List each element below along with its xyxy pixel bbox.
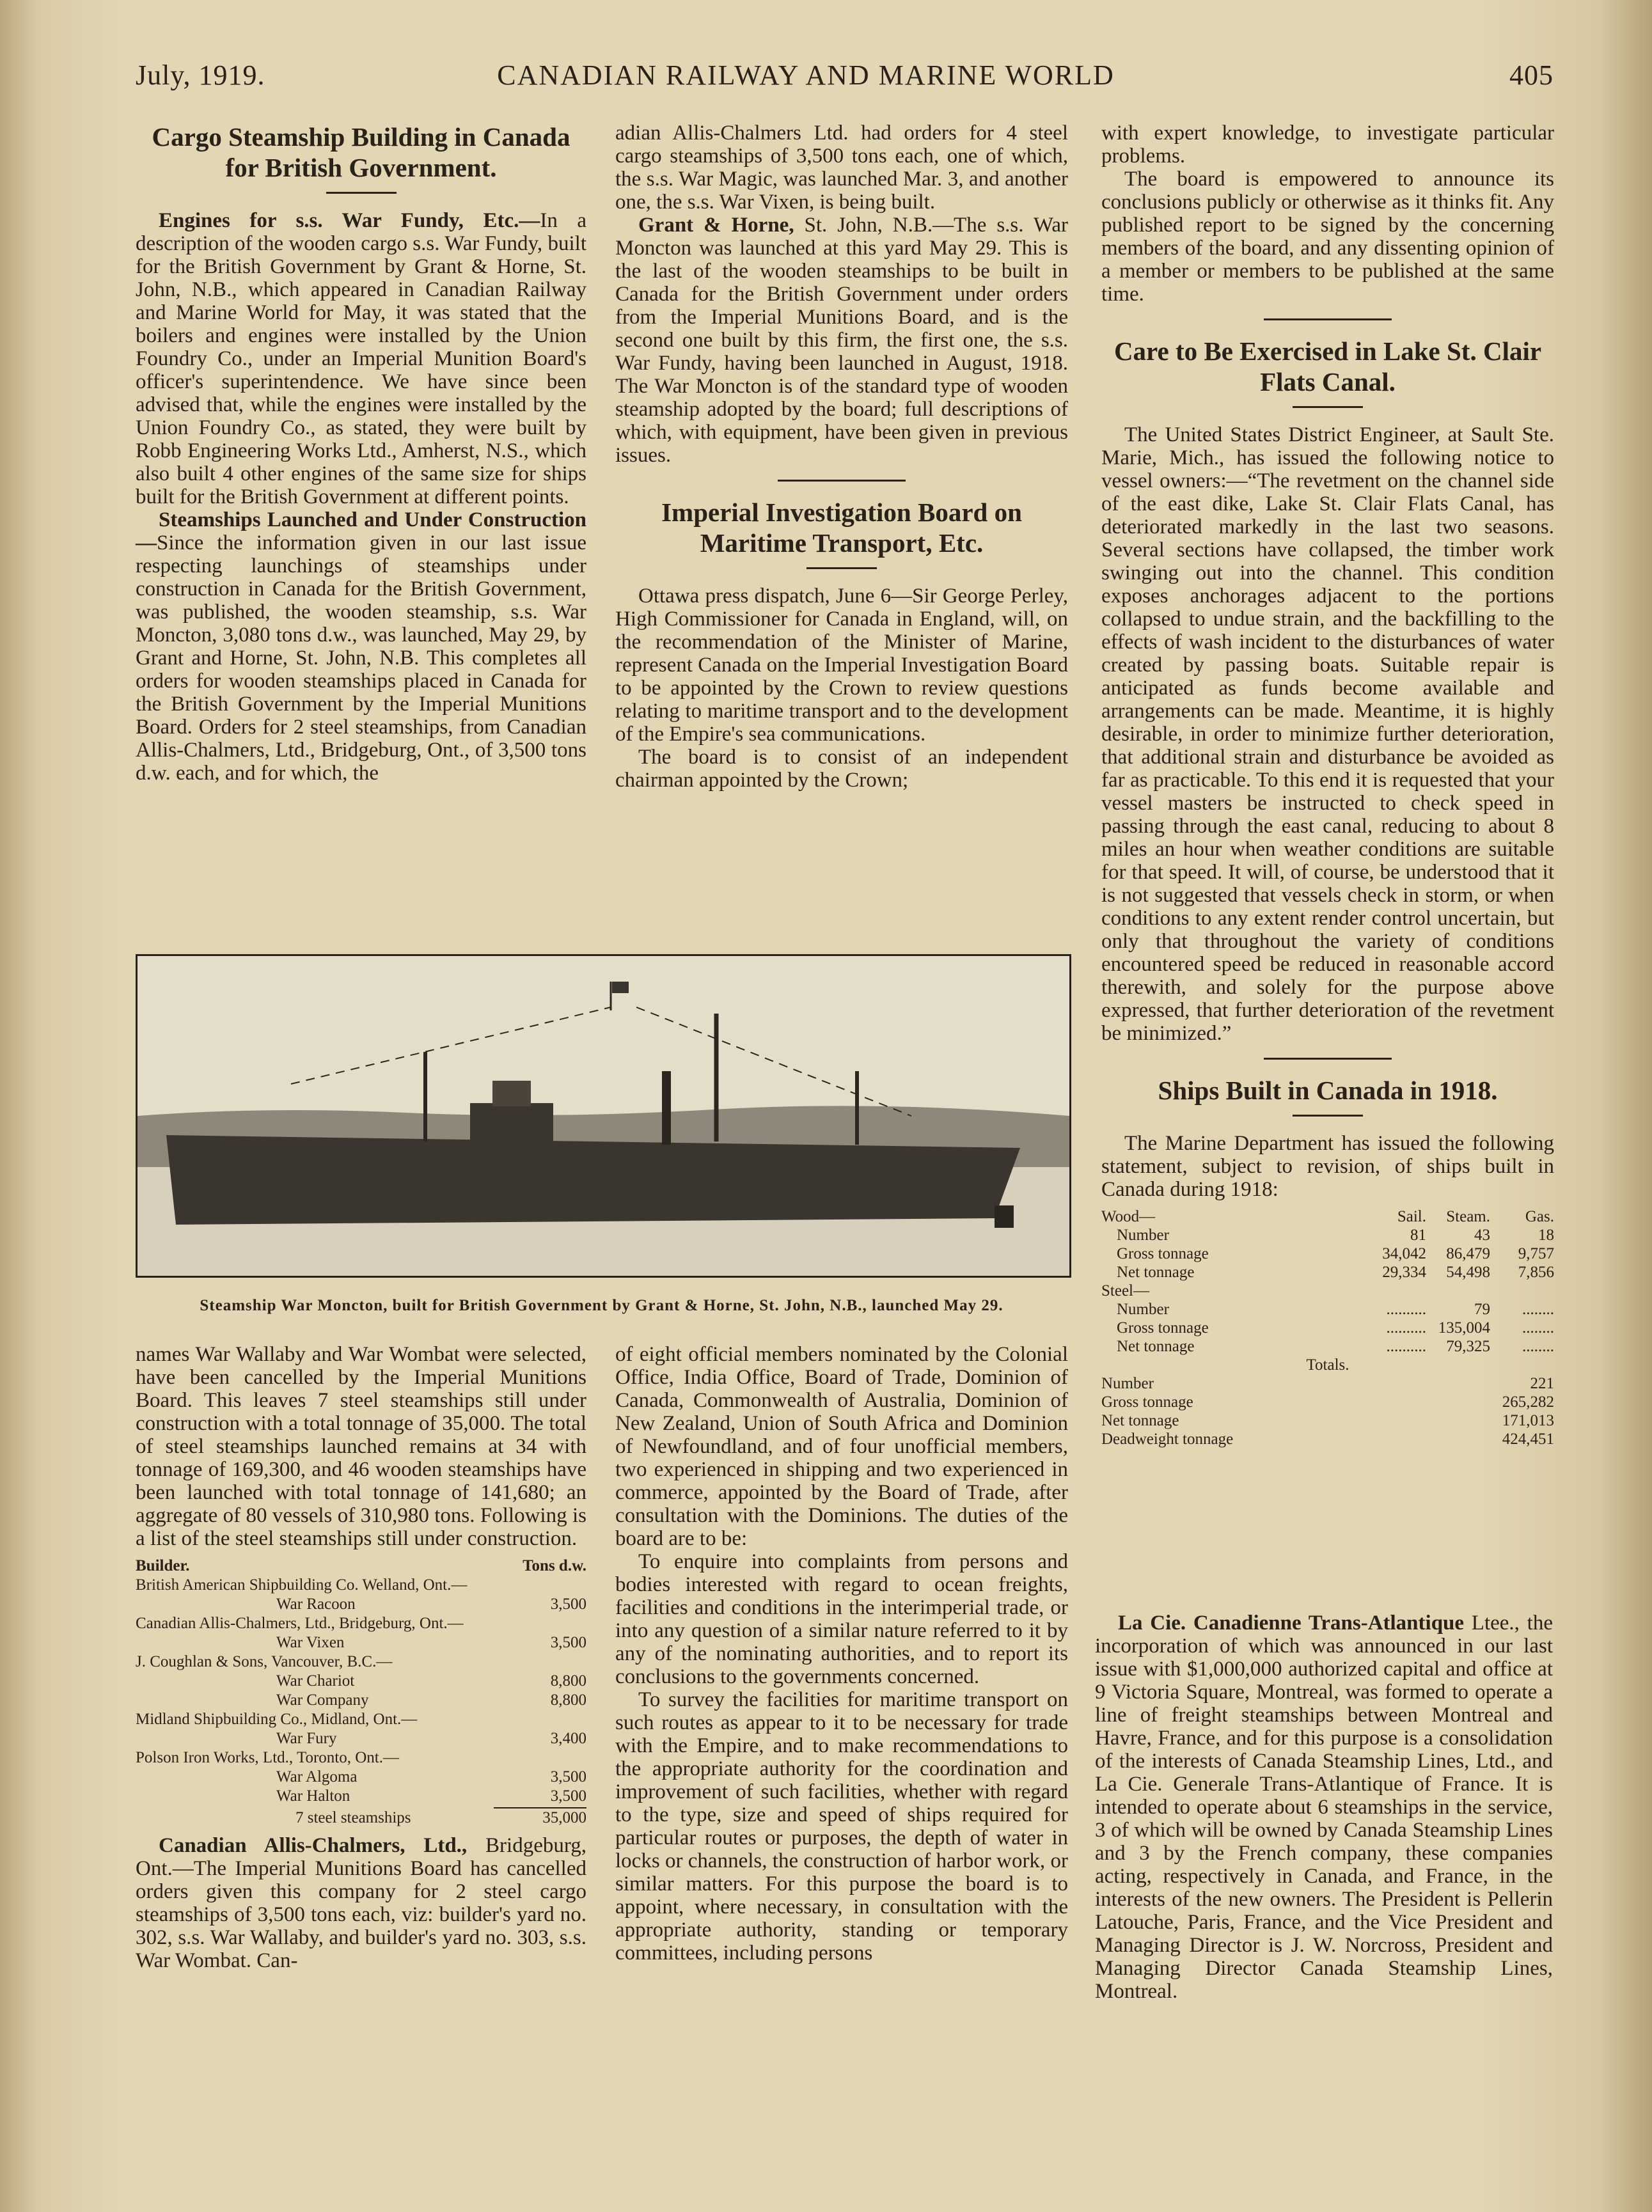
table-row: War Chariot 8,800 (276, 1672, 586, 1690)
column-3-bottom (1095, 1612, 1553, 2003)
stats-row: Net tonnage 29,334 54,498 7,856 (1117, 1264, 1554, 1281)
column-2-top (615, 122, 1068, 792)
table-row: War Halton 3,500 (276, 1787, 586, 1805)
run-in-heading: Steamships Launched and Under Construction— (136, 508, 586, 554)
header-page-number: 405 (1509, 59, 1554, 91)
stats-row: Number 221 (1101, 1375, 1554, 1392)
ships-statistics-table (1101, 1207, 1554, 1448)
photo-caption: Steamship War Moncton, built for British Government by Grant & Horne, St. John, N.B., launched May 29. (200, 1297, 1003, 1314)
article-title-cargo-steamship: Cargo Steamship Building in Canada for British Government. (152, 122, 570, 182)
column-1-bottom (136, 1343, 586, 1972)
header-date: July, 1919. (136, 59, 265, 91)
article-title-lake-st-clair: Care to Be Exercised in Lake St. Clair Flats Canal. (1113, 336, 1542, 396)
stats-row: Gross tonnage 34,042 86,479 9,757 (1117, 1245, 1554, 1262)
table-row: J. Coughlan & Sons, Vancouver, B.C.— (136, 1653, 393, 1670)
title-rule (1293, 406, 1363, 408)
table-row: War Fury 3,400 (276, 1730, 586, 1747)
header-title: CANADIAN RAILWAY AND MARINE WORLD (497, 59, 1115, 91)
column-1-top (136, 122, 586, 785)
article-title-ships-built: Ships Built in Canada in 1918. (1158, 1076, 1498, 1105)
table-row: War Algoma 3,500 (276, 1768, 586, 1785)
stats-row: Deadweight tonnage 424,451 (1101, 1431, 1554, 1448)
paragraph: Steamships Launched and Under Construction—Since the information given in our last issue respecting launchings of steamships under construction in Canada for the British Government, was published, the wooden steamship, s.s. War Moncton, 3,080 tons d.w., was launched, May 29, by Grant and Horne, St. John, N.B. This completes all orders for wooden steamships placed in Canada for the British Government by the Imperial Munitions Board. Orders for 2 steel steamships, from Canadian Allis-Chalmers, Ltd., Bridgeburg, Ont., of 3,500 tons d.w. each, and for which, the (136, 508, 586, 785)
paragraph: Engines for s.s. War Fundy, Etc.—In a description of the wooden cargo s.s. War Fundy, built for the British Government by Grant & Horne, St. John, N.B., which appeared in Canadian Railway and Marine World for May, it was stated that the boilers and engines were installed by the Union Foundry Co., under an Imperial Munition Board's officer's superintendence. We have since been advised that, while the engines were installed by the Union Foundry Co., as stated, they were built by Robb Engineering Works Ltd., Amherst, N.S., which also built 4 other engines of the same size for ships built for the British Government at different points. (136, 209, 586, 508)
paragraph: names War Wallaby and War Wombat were selected, have been cancelled by the Imperial Munitions Board. This leaves 7 steel steamships still under construction with a total tonnage of 35,000. The total of steel steamships launched remains at 34 with tonnage of 169,300, and 46 wooden steamships have been launched with total tonnage of 141,680; an aggregate of 80 vessels of 310,980 tons. Following is a list of the steel steamships still under construction. (136, 1343, 586, 1550)
table-total-row: 7 steel steamships 35,000 (295, 1809, 586, 1826)
run-in-heading: Engines for s.s. War Fundy, Etc.— (159, 209, 540, 232)
paragraph: of eight official members nominated by the Colonial Office, India Office, Board of Trade, Dominion of Canada, Commonwealth of Australia, Dominion of New Zealand, Union of South Africa and Dominion of Newfoundland, and of four unofficial members, two experienced in shipping and two experienced in commerce, appointed by the Board of Trade, after consultation with the Dominions. The duties of the board are to be: (615, 1343, 1068, 1550)
table-row: Midland Shipbuilding Co., Midland, Ont.— (136, 1711, 418, 1728)
paragraph: To enquire into complaints from persons and bodies interested with regard to ocean freights, facilities and conditions in the interimperial trade, or into any question of a similar nature referred to it by any of the nominating authorities, and to report its conclusions to the governments concerned. (615, 1550, 1068, 1688)
stats-row: Steel— (1101, 1282, 1149, 1299)
table-row: War Vixen 3,500 (276, 1634, 586, 1651)
section-rule (778, 480, 906, 482)
table-header: Builder. Tons d.w. (136, 1557, 586, 1574)
paragraph: The Marine Department has issued the following statement, subject to revision, of ships built in Canada during 1918: (1101, 1132, 1554, 1201)
stats-row: Number .......... 79 ........ (1117, 1301, 1554, 1318)
table-row: Canadian Allis-Chalmers, Ltd., Bridgeburg, Ont.— (136, 1615, 464, 1632)
paragraph: Ottawa press dispatch, June 6—Sir George Perley, High Commissioner for Canada in England, will, on the recommendation of the Minister of Marine, represent Canada on the Imperial Investigation Board to be appointed by the Crown to review questions relating to maritime transport and to the development of the Empire's sea communications. (615, 584, 1068, 746)
paragraph: The United States District Engineer, at Sault Ste. Marie, Mich., has issued the following notice to vessel owners:—“The revetment on the channel side of the east dike, Lake St. Clair Flats Canal, has deteriorated markedly in the last two seasons. Several sections have collapsed, the timber work swinging out into the channel. This condition exposes anchorages adjacent to the portions collapsed to undue strain, and the backfilling to the effects of wash incident to the disturbances of water created by passing boats. Suitable repair is anticipated as funds become available and arrangements can be made. Meantime, it is highly desirable, in order to minimize further deterioration, that additional strain and disturbance be avoided as far as practicable. To this end it is requested that your vessel masters be instructed to check speed in passing through the east canal, reducing to about 8 miles an hour when weather conditions are suitable for that speed. It will, of course, be understood that it is not suggested that vessels check in storm, or when conditions to any extent render control uncertain, but only that throughout the variety of conditions encountered speed be reduced in reasonable accord therewith, and solely for the purpose above expressed, that further deterioration of the revetment be minimized.” (1101, 423, 1554, 1045)
table-row: Polson Iron Works, Ltd., Toronto, Ont.— (136, 1749, 399, 1766)
paragraph: Grant & Horne, St. John, N.B.—The s.s. War Moncton was launched at this yard May 29. This is the last of the wooden steamships to be built in Canada for the British Government under orders from the Imperial Munitions Board, and is the second one built by this firm, the first one, the s.s. War Fundy, having been launched in August, 1918. The War Moncton is of the standard type of wooden steamship adopted by the board; full descriptions of which, with equipment, have been given in previous issues. (615, 214, 1068, 467)
stats-row: Gross tonnage .......... 135,004 ........ (1117, 1319, 1554, 1337)
stats-row: Net tonnage 171,013 (1101, 1412, 1554, 1429)
table-row: British American Shipbuilding Co. Welland, Ont.— (136, 1576, 468, 1594)
stats-row: Gross tonnage 265,282 (1101, 1393, 1554, 1411)
title-rule (806, 567, 877, 569)
column-2-bottom (615, 1343, 1068, 1965)
column-3 (1101, 122, 1554, 1448)
stats-row: Net tonnage .......... 79,325 ........ (1117, 1338, 1554, 1355)
paragraph: The board is to consist of an independent chairman appointed by the Crown; (615, 746, 1068, 792)
paragraph: adian Allis-Chalmers Ltd. had orders for 4 steel cargo steamships of 3,500 tons each, one of which, the s.s. War Magic, was launched Mar. 3, and another one, the s.s. War Vixen, is being built. (615, 122, 1068, 214)
table-row: War Racoon 3,500 (276, 1596, 586, 1613)
section-rule (1264, 318, 1392, 320)
totals-label: Totals. (1306, 1356, 1349, 1374)
stats-header-row: Wood— Sail. Steam. Gas. (1101, 1208, 1554, 1225)
article-title-imperial-board: Imperial Investigation Board on Maritime Transport, Etc. (661, 498, 1022, 558)
title-rule (326, 192, 397, 194)
paragraph: with expert knowledge, to investigate particular problems. (1101, 122, 1554, 168)
paragraph: Canadian Allis-Chalmers, Ltd., Bridgeburg, Ont.—The Imperial Munitions Board has cancelled orders given this company for 2 steel cargo steamships of 3,500 tons each, viz: builder's yard no. 302, s.s. War Wallaby, and builder's yard no. 303, s.s. War Wombat. Can- (136, 1834, 586, 1972)
section-rule (1264, 1058, 1392, 1060)
paragraph: The board is empowered to announce its conclusions publicly or otherwise as it thinks fit. Any published report to be signed by the concerning members of the board, and any dissenting opinion of a member or members to be published at the same time. (1101, 168, 1554, 306)
paragraph: To survey the facilities for maritime transport on such routes as appear to it to be necessary for trade with the Empire, and to make recommendations to the appropriate authority for the coordination and improvement of such facilities, whether with regard to the type, size and speed of ships required for particular routes or purposes, the depth of water in locks or channels, the construction of harbor work, or similar matters. For this purpose the board is to appoint, where necessary, in consultation with the appropriate authority, standing or temporary committees, including persons (615, 1688, 1068, 1965)
stats-row: Number 81 43 18 (1117, 1227, 1554, 1244)
ship-photo (136, 954, 1071, 1278)
table-row: War Company 8,800 (276, 1691, 586, 1709)
paragraph: La Cie. Canadienne Trans-Atlantique Ltee., the incorporation of which was announced in our last issue with $1,000,000 authorized capital and office at 9 Victoria Square, Montreal, was formed to operate a line of freight steamships between Montreal and Havre, France, and for this purpose is a consolidation of the interests of Canada Steamship Lines, Ltd., and La Cie. Generale Trans-Atlantique of France. It is intended to operate about 6 steamships in the service, 3 of which will be owned by Canada Steamship Lines and 3 by the French company, these companies acting, respectively in Canada, and France, in the interests of the new owners. The President is Pellerin Latouche, Paris, France, and the Vice President and Managing Director is J. W. Norcross, President and Managing Director Canada Steamship Lines, Montreal. (1095, 1612, 1554, 2003)
title-rule (1293, 1115, 1363, 1117)
steamship-illustration (138, 956, 1069, 1276)
